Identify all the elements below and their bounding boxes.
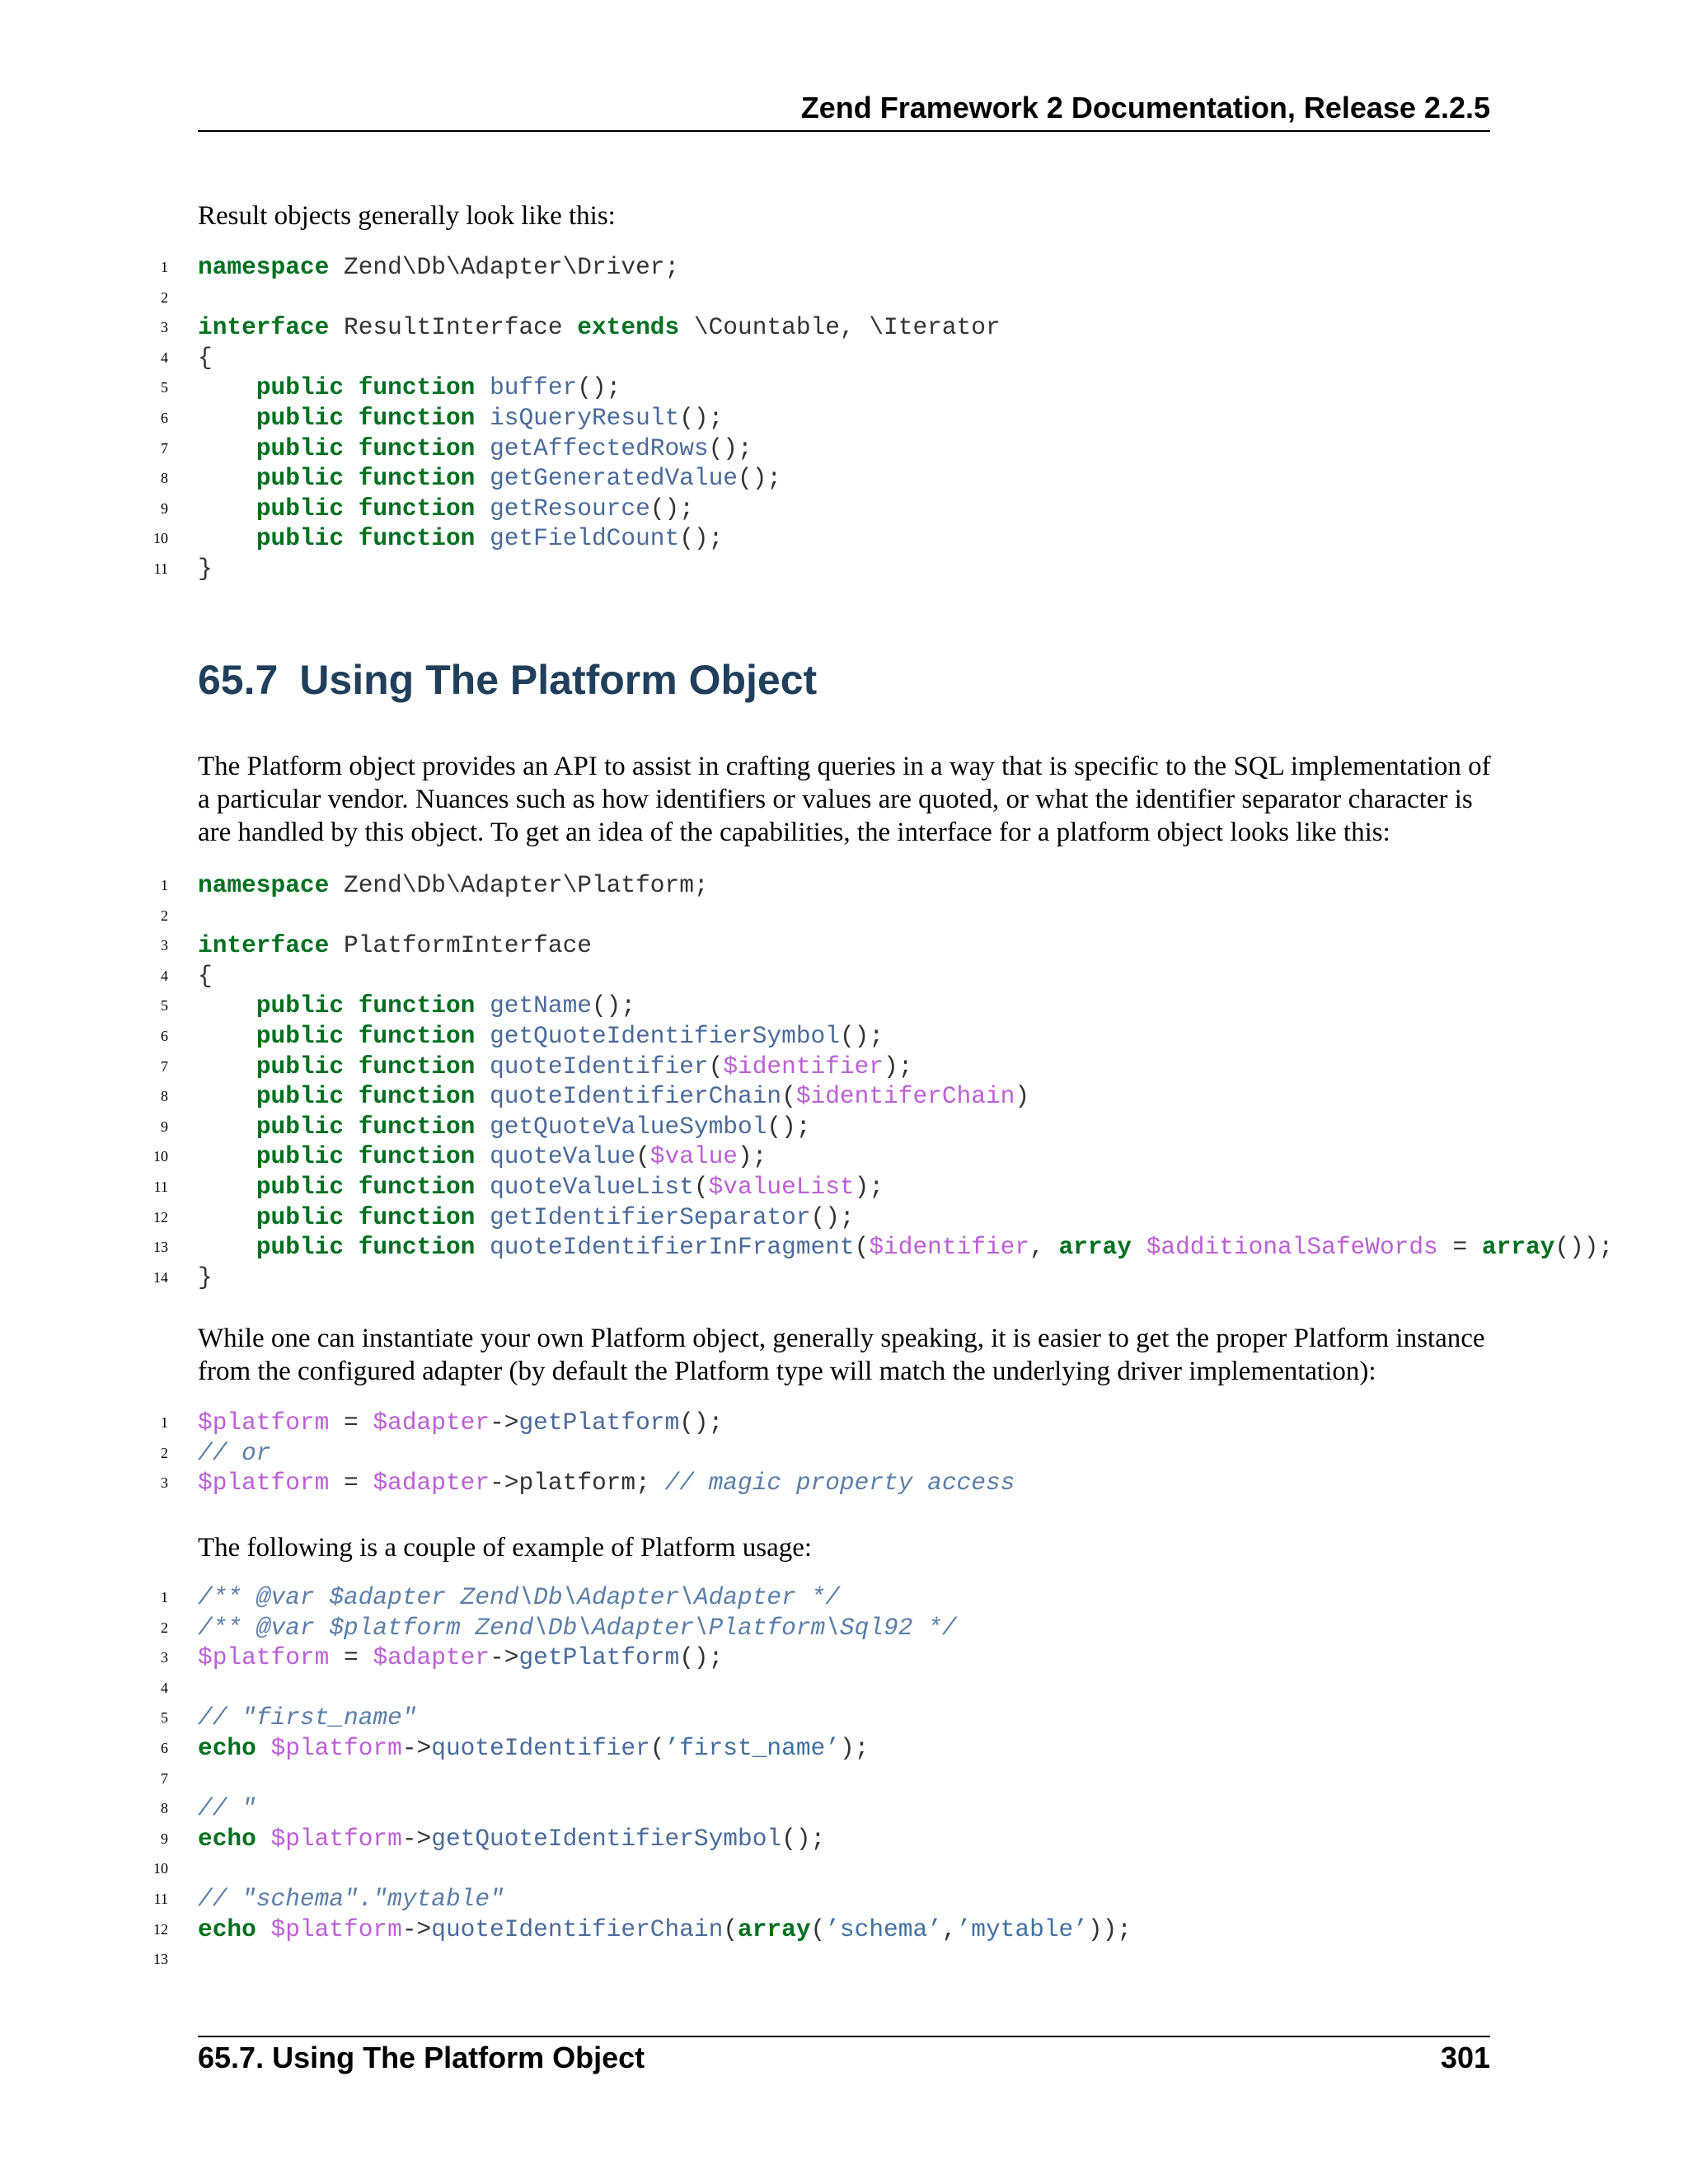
- code-text: [475, 373, 490, 401]
- section-title: Using The Platform Object: [299, 657, 818, 703]
- code-function-name: getQuoteValueSymbol: [490, 1112, 767, 1141]
- code-text: ));: [1087, 1915, 1132, 1943]
- code-text: [198, 463, 781, 494]
- line-number: 6: [161, 1739, 168, 1756]
- code-text: (: [635, 1142, 650, 1171]
- code-line: [0, 1764, 1688, 1794]
- code-comment: /** @var $adapter Zend\Db\Adapter\Adapter */: [198, 1583, 840, 1611]
- line-number: 10: [153, 1860, 168, 1877]
- code-text: [475, 1052, 490, 1080]
- code-text: ();: [679, 524, 724, 553]
- code-line: [0, 523, 1688, 554]
- code-line: [0, 1021, 1688, 1052]
- line-number: 2: [161, 288, 168, 306]
- code-text: [198, 554, 213, 584]
- code-variable: $identifier: [723, 1052, 884, 1080]
- line-number: 9: [161, 1830, 168, 1847]
- code-function-name: getQuoteIdentifierSymbol: [431, 1824, 782, 1853]
- code-comment: // "schema"."mytable": [198, 1884, 504, 1913]
- code-text: [198, 1468, 1015, 1498]
- intro-paragraph: Result objects generally look like this:: [198, 201, 616, 231]
- code-text: ->: [490, 1643, 519, 1672]
- code-text: [198, 1142, 256, 1170]
- code-text: [475, 1113, 490, 1141]
- code-keyword: array: [1481, 1233, 1555, 1262]
- code-line: [0, 870, 1688, 901]
- line-number: 13: [153, 1951, 168, 1968]
- code-text: [198, 494, 694, 524]
- line-number: 14: [153, 1268, 168, 1286]
- code-text: (: [693, 1172, 709, 1201]
- code-function-name: isQueryResult: [490, 403, 680, 432]
- line-number: 7: [161, 1769, 168, 1787]
- code-text: [198, 1233, 256, 1261]
- code-text: (: [708, 1052, 724, 1080]
- code-text: [1132, 1233, 1146, 1261]
- code-text: [198, 1113, 256, 1141]
- code-variable: $identifier: [869, 1233, 1030, 1262]
- code-text: [198, 1824, 825, 1854]
- code-line: [0, 1172, 1688, 1202]
- code-text: =: [329, 1408, 373, 1436]
- code-text: [198, 1172, 884, 1202]
- code-keyword: namespace: [198, 253, 330, 281]
- code-keyword: public function: [256, 464, 476, 493]
- code-line: [0, 373, 1688, 403]
- code-variable: $platform: [198, 1469, 330, 1497]
- code-text: );: [854, 1172, 884, 1201]
- code-text: ();: [679, 403, 724, 432]
- code-text: ResultInterface: [329, 313, 578, 342]
- code-text: [475, 1022, 490, 1050]
- code-text: [475, 494, 490, 523]
- code-keyword: array: [738, 1915, 811, 1943]
- code-line: [0, 1673, 1688, 1704]
- code-text: [475, 1142, 490, 1170]
- code-keyword: public function: [256, 1052, 476, 1080]
- code-text: ->platform;: [490, 1469, 665, 1497]
- line-number: 8: [161, 470, 168, 487]
- code-text: [198, 494, 256, 523]
- code-text: );: [839, 1733, 870, 1762]
- code-string: ’first_name’: [664, 1733, 840, 1762]
- code-variable: $platform: [270, 1915, 402, 1943]
- code-line: [0, 1703, 1688, 1733]
- code-text: {: [198, 343, 213, 372]
- code-text: [256, 1734, 271, 1762]
- usage-paragraph: The following is a couple of example of Platform usage:: [198, 1533, 813, 1563]
- code-text: [198, 464, 256, 492]
- code-text: [198, 1232, 1613, 1263]
- code-variable: $adapter: [373, 1408, 490, 1436]
- code-line: [0, 1613, 1688, 1643]
- code-text: [198, 1112, 811, 1142]
- code-text: [198, 1613, 957, 1643]
- code-line: [0, 1944, 1688, 1975]
- code-keyword: public function: [256, 494, 476, 523]
- code-text: ();: [810, 1202, 855, 1231]
- code-text: [198, 930, 592, 961]
- code-text: [198, 343, 213, 373]
- code-variable: $adapter: [373, 1643, 490, 1672]
- code-line: [0, 1468, 1688, 1498]
- code-text: [198, 961, 213, 991]
- code-text: [198, 991, 256, 1019]
- code-function-name: quoteIdentifierChain: [431, 1915, 724, 1943]
- code-string: ’mytable’: [956, 1915, 1088, 1943]
- code-function-name: quoteValueList: [490, 1172, 694, 1201]
- code-line: [0, 1854, 1688, 1884]
- line-number: 5: [161, 1709, 168, 1727]
- code-keyword: public function: [256, 991, 476, 1020]
- code-text: Zend\Db\Adapter\Platform;: [329, 871, 709, 899]
- code-line: [0, 1643, 1688, 1673]
- code-comment: // or: [198, 1438, 271, 1467]
- section-number: 65.7: [198, 657, 279, 703]
- code-text: [198, 1915, 1132, 1945]
- code-text: [198, 404, 256, 432]
- code-function-name: getAffectedRows: [490, 434, 709, 462]
- code-text: ();: [577, 373, 621, 402]
- code-function-name: quoteIdentifierInFragment: [490, 1233, 855, 1262]
- code-line: [0, 961, 1688, 991]
- code-text: [198, 373, 621, 403]
- code-string: ’schema’: [825, 1915, 942, 1943]
- code-text: [198, 1703, 417, 1733]
- code-variable: $platform: [198, 1643, 330, 1672]
- footer-section-title: 65.7. Using The Platform Object: [198, 2041, 645, 2074]
- line-number: 6: [161, 1027, 168, 1044]
- code-keyword: interface: [198, 931, 330, 960]
- code-line: [0, 1793, 1688, 1824]
- code-line: [0, 1081, 1688, 1112]
- line-number: 11: [153, 560, 168, 577]
- code-block-platform-interface: [0, 870, 1688, 1292]
- code-line: [0, 1232, 1688, 1263]
- platform-intro-paragraph: The Platform object provides an API to assist in crafting queries in a way that is specific to the SQL implementation of a particular vendor. Nuances such as how identifiers or values are quoted, or what the identifier separator character is are handled by this object. To get an idea of the capabilities, the interface for a platform object looks like this:: [198, 752, 1491, 847]
- code-text: [198, 1052, 912, 1082]
- code-keyword: extends: [577, 313, 680, 342]
- line-number: 4: [161, 1679, 168, 1696]
- code-text: [475, 1203, 490, 1231]
- code-keyword: echo: [198, 1824, 256, 1853]
- code-text: }: [198, 1263, 213, 1291]
- code-comment: // "first_name": [198, 1704, 417, 1732]
- code-line: [0, 1141, 1688, 1172]
- code-keyword: public function: [256, 1082, 476, 1111]
- code-line: [0, 1263, 1688, 1293]
- code-text: [198, 373, 256, 401]
- code-text: [256, 1915, 271, 1943]
- code-text: [198, 1438, 271, 1469]
- code-keyword: echo: [198, 1733, 256, 1762]
- code-line: [0, 312, 1688, 343]
- line-number: 9: [161, 499, 168, 517]
- code-text: =: [1437, 1233, 1482, 1262]
- page-number: 301: [1440, 2041, 1490, 2074]
- code-keyword: public function: [256, 1202, 476, 1231]
- code-line: [0, 283, 1688, 313]
- line-number: 2: [161, 907, 168, 924]
- code-function-name: quoteIdentifier: [490, 1052, 709, 1080]
- code-function-name: quoteValue: [490, 1142, 636, 1171]
- code-function-name: getGeneratedValue: [490, 464, 738, 493]
- code-variable: $valueList: [708, 1172, 855, 1201]
- code-text: =: [329, 1469, 373, 1497]
- code-function-name: getName: [490, 991, 592, 1020]
- line-number: 4: [161, 967, 168, 984]
- line-number: 11: [153, 1178, 168, 1195]
- line-number: 13: [153, 1239, 168, 1256]
- code-text: ->: [401, 1733, 432, 1762]
- line-number: 4: [161, 349, 168, 366]
- code-variable: $value: [649, 1142, 738, 1171]
- code-variable: $identiferChain: [795, 1082, 1015, 1111]
- code-line: [0, 434, 1688, 464]
- code-keyword: public function: [256, 373, 476, 402]
- code-text: [198, 1582, 840, 1613]
- code-keyword: interface: [198, 313, 330, 342]
- code-text: [198, 434, 753, 464]
- line-number: 1: [161, 877, 168, 893]
- code-text: [198, 434, 256, 462]
- line-number: 7: [161, 1057, 168, 1075]
- code-variable: $platform: [198, 1408, 330, 1436]
- code-keyword: echo: [198, 1915, 256, 1943]
- code-text: (: [854, 1233, 870, 1262]
- code-line: [0, 1202, 1688, 1233]
- code-text: [475, 464, 490, 492]
- code-text: (: [723, 1915, 738, 1943]
- code-line: [0, 252, 1688, 283]
- code-text: [198, 524, 256, 552]
- code-text: [475, 1082, 490, 1110]
- line-number: 12: [153, 1920, 168, 1938]
- code-text: [475, 1233, 490, 1261]
- code-text: ->: [401, 1915, 432, 1943]
- code-text: [475, 404, 490, 432]
- code-text: [198, 870, 709, 901]
- code-line: [0, 1438, 1688, 1469]
- code-text: [198, 1643, 723, 1673]
- code-text: [198, 1884, 504, 1915]
- code-text: [475, 434, 490, 462]
- code-text: [198, 1173, 256, 1201]
- code-variable: $adapter: [373, 1469, 490, 1497]
- code-text: [198, 1021, 884, 1052]
- code-text: [475, 524, 490, 552]
- code-block-get-platform: [0, 1408, 1688, 1498]
- code-text: Zend\Db\Adapter\Driver;: [329, 253, 680, 281]
- code-text: ,: [1029, 1233, 1059, 1262]
- code-comment: /** @var $platform Zend\Db\Adapter\Platform\Sql92 */: [198, 1613, 957, 1642]
- code-line: [0, 1052, 1688, 1082]
- code-keyword: public function: [256, 1233, 476, 1262]
- line-number: 10: [153, 1148, 168, 1165]
- footer-divider: [198, 2036, 1490, 2037]
- code-text: PlatformInterface: [329, 931, 592, 960]
- code-line: [0, 403, 1688, 434]
- code-text: ();: [679, 1643, 724, 1672]
- code-text: [198, 1793, 256, 1824]
- line-number: 5: [161, 379, 168, 396]
- code-text: ();: [708, 434, 753, 462]
- line-number: 8: [161, 1088, 168, 1105]
- line-number: 3: [161, 319, 168, 336]
- code-comment: // ": [198, 1794, 256, 1823]
- code-line: [0, 1408, 1688, 1438]
- instantiate-paragraph: While one can instantiate your own Platform object, generally speaking, it is easier to get the proper Platform instance from the configured adapter (by default the Platform type will match the underlying driver implementation):: [198, 1324, 1485, 1386]
- line-number: 3: [161, 937, 168, 954]
- code-text: [198, 991, 635, 1021]
- code-variable: $additionalSafeWords: [1146, 1233, 1438, 1262]
- code-keyword: public function: [256, 524, 476, 553]
- line-number: 3: [161, 1474, 168, 1492]
- line-number: 1: [161, 1589, 168, 1605]
- code-text: ();: [738, 464, 782, 493]
- code-text: [198, 1263, 213, 1293]
- code-keyword: public function: [256, 403, 476, 432]
- code-text: (: [649, 1733, 665, 1762]
- code-text: ): [1015, 1082, 1030, 1111]
- line-number: 12: [153, 1208, 168, 1226]
- code-text: ();: [591, 991, 636, 1020]
- code-function-name: getFieldCount: [490, 524, 680, 553]
- code-text: ->: [490, 1408, 519, 1436]
- line-number: 1: [161, 259, 168, 275]
- code-function-name: quoteIdentifier: [431, 1733, 650, 1762]
- code-text: [198, 1052, 256, 1080]
- code-text: (: [781, 1082, 796, 1111]
- code-text: [198, 1022, 256, 1050]
- line-number: 2: [161, 1444, 168, 1461]
- code-function-name: getPlatform: [518, 1408, 680, 1436]
- code-text: ());: [1554, 1233, 1614, 1262]
- running-header-title: Zend Framework 2 Documentation, Release 2.2.5: [800, 91, 1490, 124]
- line-number: 8: [161, 1800, 168, 1817]
- code-line: [0, 1915, 1688, 1945]
- code-text: ();: [649, 494, 694, 523]
- code-text: [198, 252, 679, 283]
- code-text: [198, 312, 1001, 343]
- line-number: 5: [161, 997, 168, 1015]
- code-text: [475, 991, 490, 1019]
- code-text: [475, 1173, 490, 1201]
- code-line: [0, 494, 1688, 524]
- code-text: (: [810, 1915, 826, 1943]
- code-function-name: getPlatform: [518, 1643, 680, 1672]
- section-heading: [198, 656, 817, 704]
- code-text: ();: [839, 1021, 884, 1050]
- code-text: [198, 523, 723, 554]
- code-text: [198, 1141, 767, 1172]
- code-text: ();: [679, 1408, 724, 1436]
- code-keyword: public function: [256, 1142, 476, 1171]
- code-line: [0, 1733, 1688, 1764]
- line-number: 10: [153, 530, 168, 547]
- code-text: ,: [941, 1915, 957, 1943]
- code-text: =: [329, 1643, 373, 1672]
- code-text: }: [198, 554, 213, 583]
- header-divider: [198, 130, 1490, 132]
- line-number: 6: [161, 409, 168, 426]
- code-function-name: getResource: [490, 494, 650, 523]
- code-line: [0, 343, 1688, 373]
- code-function-name: getQuoteIdentifierSymbol: [490, 1021, 840, 1050]
- code-variable: $platform: [270, 1733, 402, 1762]
- code-keyword: public function: [256, 1172, 476, 1201]
- code-text: \Countable, \Iterator: [679, 313, 1001, 342]
- code-line: [0, 901, 1688, 931]
- code-line: [0, 1824, 1688, 1854]
- code-keyword: public function: [256, 434, 476, 462]
- code-text: ->: [401, 1824, 432, 1853]
- line-number: 3: [161, 1649, 168, 1666]
- code-line: [0, 1112, 1688, 1142]
- line-number: 11: [153, 1890, 168, 1907]
- code-function-name: buffer: [490, 373, 578, 402]
- code-keyword: array: [1058, 1233, 1132, 1262]
- code-line: [0, 554, 1688, 584]
- code-variable: $platform: [270, 1824, 402, 1853]
- code-comment: // magic property access: [664, 1469, 1015, 1497]
- code-text: [198, 1733, 869, 1764]
- code-keyword: public function: [256, 1021, 476, 1050]
- code-text: [256, 1825, 271, 1853]
- code-keyword: namespace: [198, 871, 330, 899]
- code-line: [0, 991, 1688, 1021]
- code-line: [0, 1582, 1688, 1613]
- code-text: [198, 1082, 256, 1110]
- code-function-name: quoteIdentifierChain: [490, 1082, 782, 1111]
- line-number: 9: [161, 1118, 168, 1135]
- code-text: [198, 1408, 723, 1438]
- code-block-platform-usage: [0, 1582, 1688, 1975]
- line-number: 1: [161, 1414, 168, 1431]
- code-line: [0, 463, 1688, 494]
- code-text: );: [884, 1052, 913, 1080]
- code-block-result-interface: [0, 252, 1688, 584]
- code-text: ();: [781, 1824, 826, 1853]
- code-function-name: getIdentifierSeparator: [490, 1202, 811, 1231]
- line-number: 7: [161, 439, 168, 457]
- code-keyword: public function: [256, 1112, 476, 1141]
- code-text: ();: [767, 1112, 811, 1141]
- code-line: [0, 930, 1688, 961]
- line-number: 2: [161, 1619, 168, 1636]
- code-text: [198, 403, 723, 434]
- code-text: );: [738, 1142, 767, 1171]
- code-text: [198, 1203, 256, 1231]
- code-text: [198, 1081, 1029, 1112]
- code-text: [198, 1202, 855, 1233]
- code-line: [0, 1884, 1688, 1915]
- code-text: {: [198, 961, 213, 990]
